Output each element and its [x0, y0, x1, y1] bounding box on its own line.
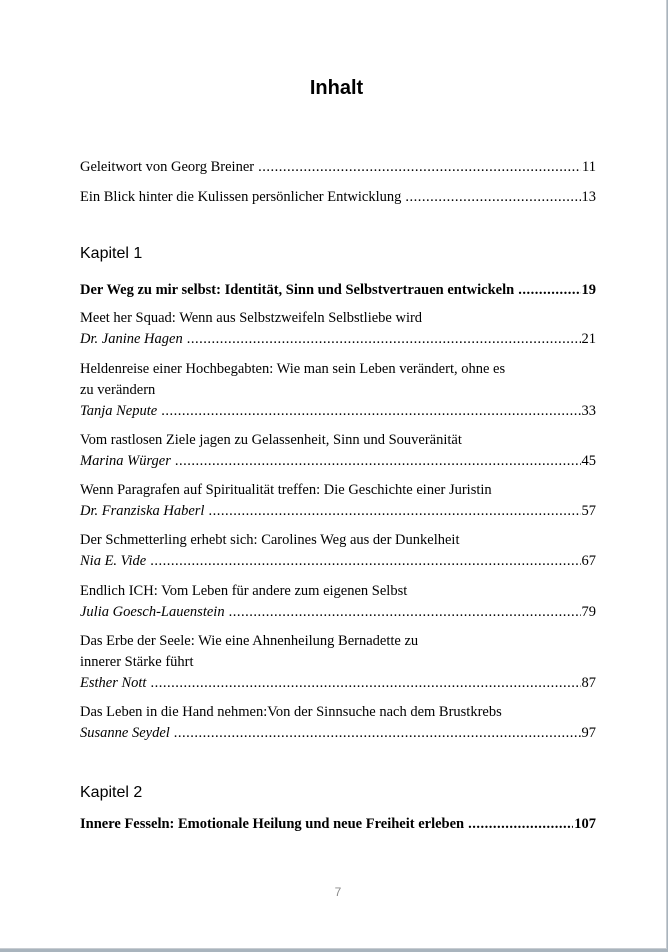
leader-dots	[258, 157, 581, 177]
leader-dots	[229, 602, 581, 622]
toc-entry-author: Dr. Janine Hagen	[80, 331, 183, 347]
leader-dots	[150, 551, 580, 571]
leader-dots	[161, 401, 580, 421]
toc-entry-title-continued[interactable]: zu verändern	[80, 382, 156, 398]
toc-entry-author: Esther Nott	[80, 675, 147, 691]
toc-entry-author-line[interactable]	[80, 673, 596, 693]
toc-chapter-1-main[interactable]	[80, 280, 596, 300]
toc-entry-author-line[interactable]	[80, 329, 596, 349]
toc-entry-title: Ein Blick hinter die Kulissen persönlicher Entwicklung	[80, 189, 402, 205]
toc-entry-page: 87	[581, 675, 596, 691]
toc-entry-page: 21	[581, 331, 596, 347]
toc-entry-title[interactable]: Das Erbe der Seele: Wie eine Ahnenheilung Bernadette zu	[80, 633, 419, 649]
leader-dots	[208, 501, 580, 521]
chapter-heading-2: Kapitel 2	[80, 784, 143, 801]
toc-entry-intro[interactable]	[80, 187, 596, 207]
toc-entry-title: Der Weg zu mir selbst: Identität, Sinn und Selbstvertrauen entwickeln	[80, 282, 515, 298]
toc-entry-title-continued[interactable]: innerer Stärke führt	[80, 654, 194, 670]
toc-entry-title[interactable]: Heldenreise einer Hochbegabten: Wie man sein Leben verändert, ohne es	[80, 361, 506, 377]
toc-entry-author-line[interactable]	[80, 401, 596, 421]
leader-dots	[405, 187, 580, 207]
toc-entry-title[interactable]: Das Leben in die Hand nehmen:Von der Sinnsuche nach dem Brustkrebs	[80, 704, 502, 720]
toc-entry-title: Innere Fesseln: Emotionale Heilung und neue Freiheit erleben	[80, 816, 465, 832]
toc-entry-page: 11	[582, 159, 596, 175]
toc-entry-page: 79	[581, 604, 596, 620]
leader-dots	[150, 673, 580, 693]
toc-entry-author-line[interactable]	[80, 451, 596, 471]
toc-entry-page: 107	[574, 816, 596, 832]
toc-entry-title[interactable]: Der Schmetterling erhebt sich: Carolines Weg aus der Dunkelheit	[80, 532, 460, 548]
toc-entry-foreword[interactable]	[80, 157, 596, 177]
toc-entry-author: Julia Goesch-Lauenstein	[80, 604, 225, 620]
toc-entry-title[interactable]: Wenn Paragrafen auf Spiritualität treffen: Die Geschichte einer Juristin	[80, 482, 492, 498]
toc-entry-author-line[interactable]	[80, 602, 596, 622]
page-number: 7	[334, 885, 342, 899]
page-title: Inhalt	[309, 77, 364, 99]
leader-dots	[174, 723, 581, 743]
toc-entry-page: 13	[581, 189, 596, 205]
leader-dots	[187, 329, 581, 349]
toc-entry-page: 97	[581, 725, 596, 741]
toc-entry-author-line[interactable]	[80, 551, 596, 571]
toc-entry-page: 67	[581, 553, 596, 569]
toc-entry-title[interactable]: Vom rastlosen Ziele jagen zu Gelassenheit, Sinn und Souveränität	[80, 432, 462, 448]
toc-entry-title[interactable]: Endlich ICH: Vom Leben für andere zum eigenen Selbst	[80, 583, 408, 599]
toc-entry-author: Nia E. Vide	[80, 553, 147, 569]
toc-entry-author: Dr. Franziska Haberl	[80, 503, 205, 519]
toc-entry-author: Marina Würger	[80, 453, 171, 469]
toc-chapter-2-main[interactable]	[80, 814, 596, 834]
chapter-heading-1: Kapitel 1	[80, 245, 143, 262]
toc-entry-page: 33	[581, 403, 596, 419]
leader-dots	[175, 451, 581, 471]
toc-entry-page: 57	[581, 503, 596, 519]
leader-dots	[518, 280, 580, 300]
toc-entry-author-line[interactable]	[80, 501, 596, 521]
toc-entry-title[interactable]: Meet her Squad: Wenn aus Selbstzweifeln Selbstliebe wird	[80, 310, 423, 326]
leader-dots	[468, 814, 573, 834]
toc-entry-page: 45	[581, 453, 596, 469]
toc-entry-author: Tanja Nepute	[80, 403, 158, 419]
toc-entry-page: 19	[581, 282, 596, 298]
toc-entry-author: Susanne Seydel	[80, 725, 170, 741]
toc-entry-title: Geleitwort von Georg Breiner	[80, 159, 255, 175]
toc-entry-author-line[interactable]	[80, 723, 596, 743]
